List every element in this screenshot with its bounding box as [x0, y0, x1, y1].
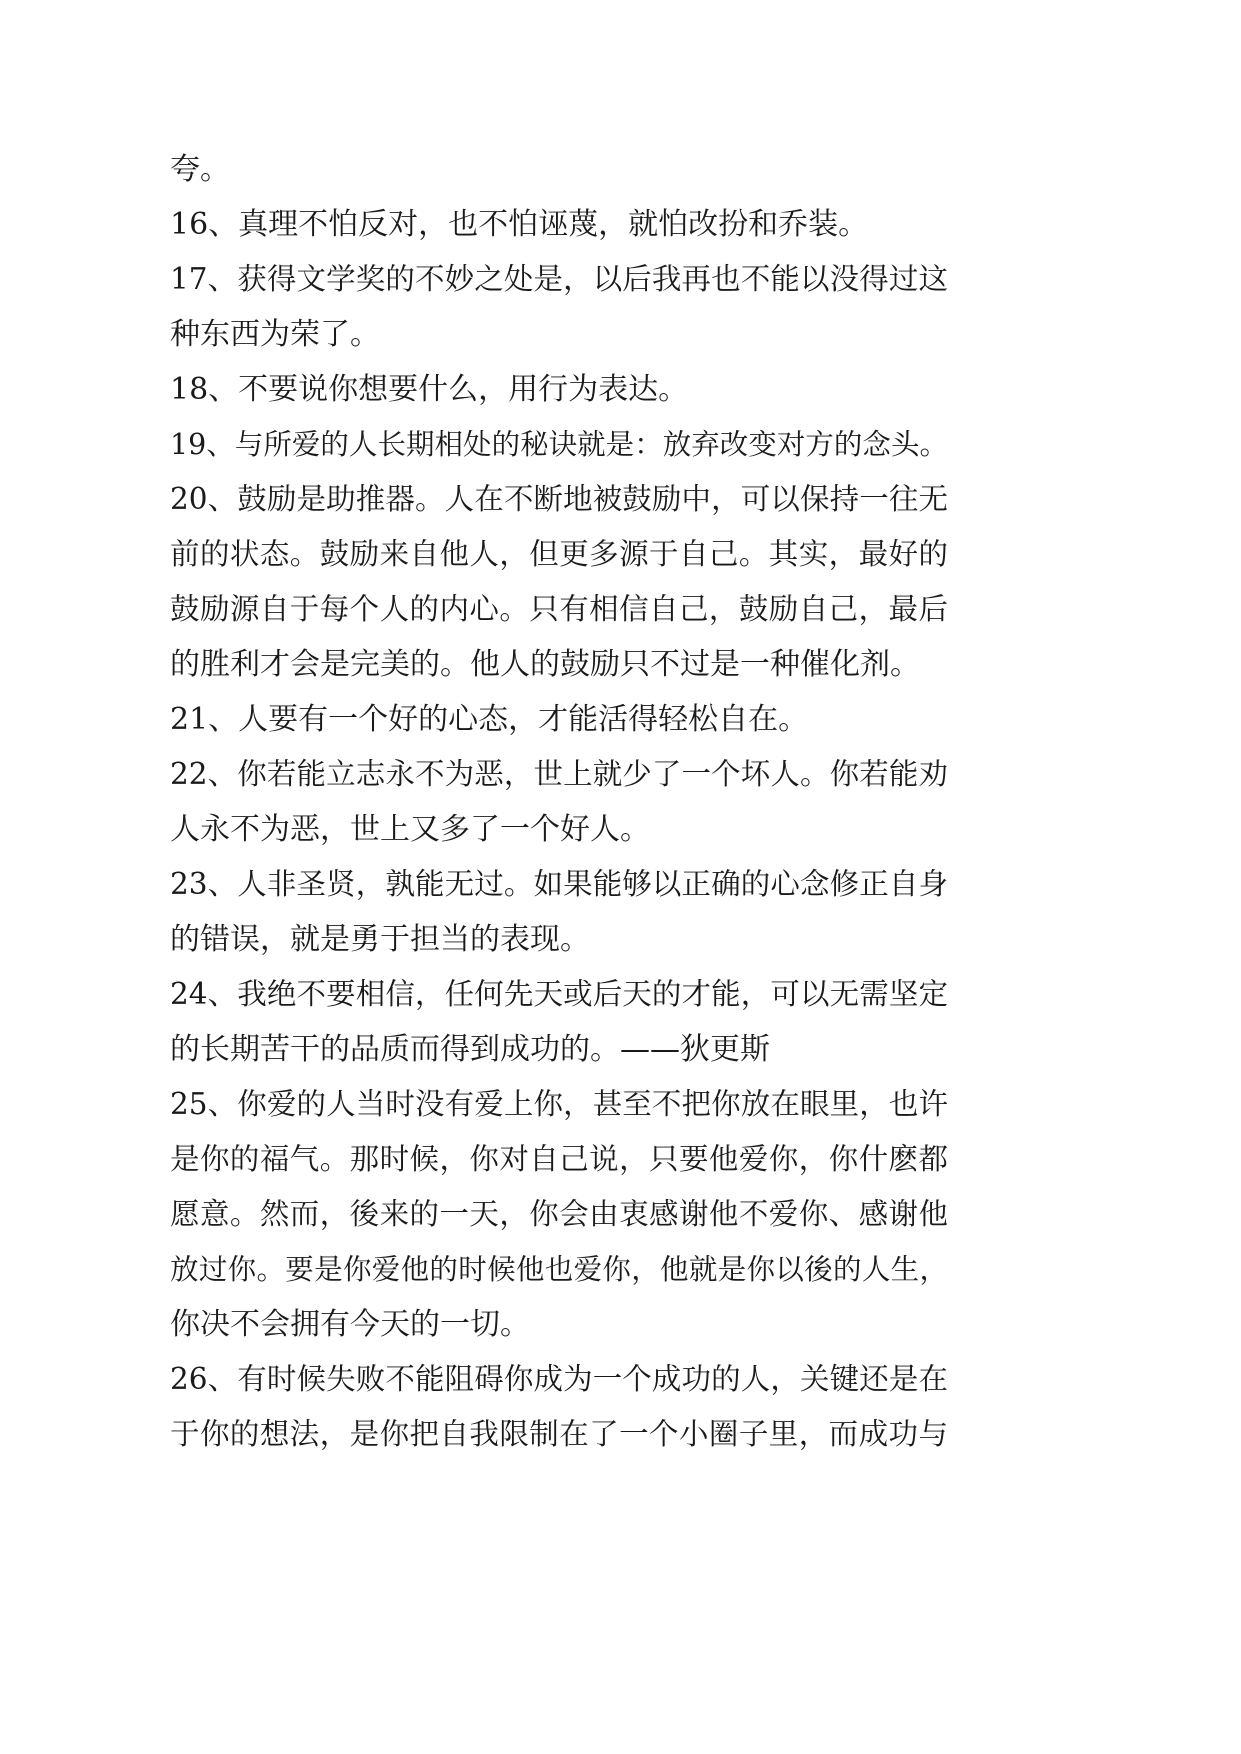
text-line: 前的状态。鼓励来自他人，但更多源于自己。其实，最好的 — [170, 537, 948, 571]
text-line: 25、你爱的人当时没有爱上你，甚至不把你放在眼里，也许 — [170, 1087, 948, 1121]
text-line: 16、真理不怕反对，也不怕诬蔑，就怕改扮和乔装。 — [170, 207, 869, 242]
text-line: 18、不要说你想要什么，用行为表达。 — [170, 372, 689, 407]
text-line: 21、人要有一个好的心态，才能活得轻松自在。 — [170, 702, 809, 737]
text-line: 是你的福气。那时候，你对自己说，只要他爱你，你什麽都 — [170, 1142, 948, 1176]
text-line: 23、人非圣贤，孰能无过。如果能够以正确的心念修正自身 — [170, 867, 948, 901]
text-line: 的长期苦干的品质而得到成功的。——狄更斯 — [170, 1032, 770, 1067]
text-line: 19、与所爱的人长期相处的秘诀就是：放弃改变对方的念头。 — [170, 428, 948, 461]
text-line: 的胜利才会是完美的。他人的鼓励只不过是一种催化剂。 — [170, 647, 920, 682]
text-line: 人永不为恶，世上又多了一个好人。 — [170, 812, 650, 847]
text-line: 种东西为荣了。 — [170, 317, 380, 352]
text-line: 24、我绝不要相信，任何先天或后天的才能，可以无需坚定 — [170, 977, 948, 1011]
text-line: 夸。 — [170, 152, 230, 187]
text-line: 放过你。要是你爱他的时候他也爱你，他就是你以後的人生， — [170, 1253, 948, 1286]
text-line: 鼓励源自于每个人的内心。只有相信自己，鼓励自己，最后 — [170, 592, 948, 626]
text-line: 愿意。然而，後来的一天，你会由衷感谢他不爱你、感谢他 — [170, 1197, 948, 1231]
text-line: 于你的想法，是你把自我限制在了一个小圈子里，而成功与 — [170, 1417, 948, 1451]
quote-text-block — [170, 142, 948, 1462]
text-line: 20、鼓励是助推器。人在不断地被鼓励中，可以保持一往无 — [170, 482, 948, 516]
text-line: 22、你若能立志永不为恶，世上就少了一个坏人。你若能劝 — [170, 757, 948, 791]
text-line: 26、有时候失败不能阻碍你成为一个成功的人，关键还是在 — [170, 1362, 948, 1396]
text-line: 的错误，就是勇于担当的表现。 — [170, 922, 590, 957]
text-line: 17、获得文学奖的不妙之处是，以后我再也不能以没得过这 — [170, 262, 948, 296]
text-line: 你决不会拥有今天的一切。 — [170, 1307, 530, 1342]
